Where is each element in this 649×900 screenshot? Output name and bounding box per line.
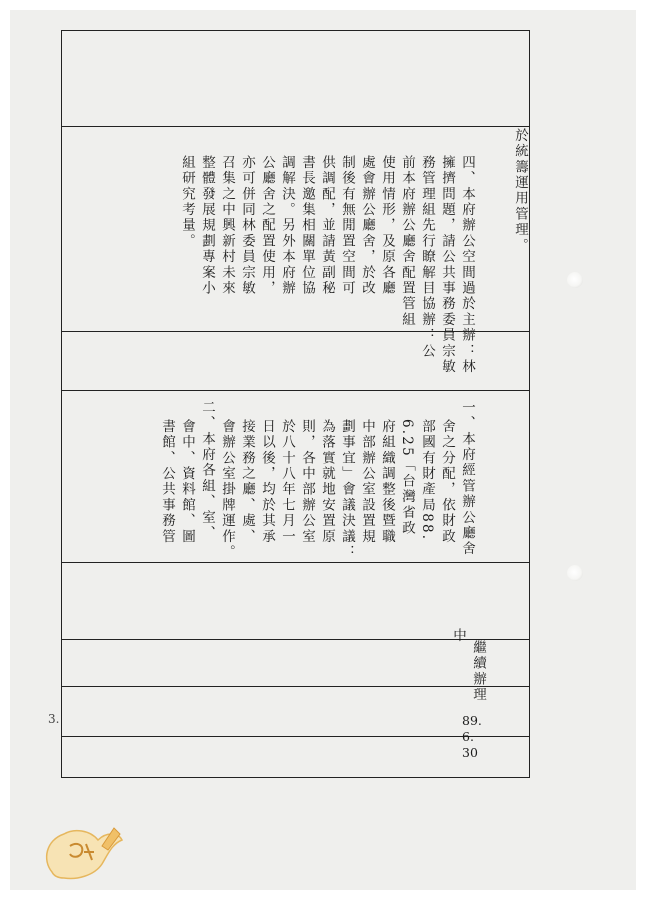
text-column: 舍之分配，依財政 — [439, 419, 455, 545]
text-column: 劃事宜」會議決議： — [339, 419, 355, 561]
text-column: 接業務之廳、處、 — [239, 419, 255, 545]
row-divider — [62, 686, 529, 687]
text-column: 日以後，均於其承 — [259, 419, 275, 545]
text-column: 會中、資料館、圖 — [179, 419, 195, 545]
date-day: 30 — [462, 745, 478, 760]
page-number: 3. — [48, 712, 60, 726]
text-column: 部國有財產局88. — [419, 419, 435, 542]
text-column: 亦可併同林委員宗敏 — [239, 155, 255, 297]
text-column: 書長邀集相關單位協 — [299, 155, 315, 297]
document-page — [10, 10, 636, 890]
date-month: 6. — [462, 729, 474, 744]
text-column: 則，各中部辦公室 — [299, 419, 315, 545]
text-column: 府組織調整後暨職 — [379, 419, 395, 545]
status-text: 繼續辦理 — [470, 640, 486, 703]
text-column: 於統籌運用管理。 — [512, 128, 528, 254]
text-column: 6.25「台灣省政 — [399, 419, 415, 537]
text-column: 使用情形，及原各廳 — [379, 155, 395, 297]
row-divider — [62, 126, 529, 127]
status-prefix: 中 — [450, 628, 466, 644]
text-column: 整體發展規劃專案小 — [199, 155, 215, 297]
text-column: 會辦公室掛牌運作。 — [219, 419, 235, 561]
status-date — [462, 713, 482, 761]
text-column: 書館、公共事務管 — [159, 419, 175, 545]
text-column: 中部辦公室設置規 — [359, 419, 375, 545]
archive-logo-icon — [32, 810, 132, 890]
text-column: 一、本府經管辦公廳舍 — [459, 400, 475, 557]
text-column: 前本府辦公廳舍配置管組 — [399, 155, 415, 328]
row-divider — [62, 736, 529, 737]
text-column: 公廳舍之配置使用， — [259, 155, 275, 297]
text-column: 於八十八年七月一 — [279, 419, 295, 545]
punch-hole — [567, 272, 583, 288]
text-column: 組研究考量。 — [179, 155, 195, 250]
text-column: 為落實就地安置原 — [319, 419, 335, 545]
text-column: 擁擠問題，請公共事務委員宗敏 — [439, 155, 455, 375]
text-column: 召集之中興新村未來 — [219, 155, 235, 297]
text-column: 供調配，並請黃副秘 — [319, 155, 335, 297]
row-divider — [62, 562, 529, 563]
date-year: 89. — [462, 713, 482, 728]
text-column: 務管理組先行瞭解目協辦：公 — [419, 155, 435, 360]
text-column: 調解決。另外本府辦 — [279, 155, 295, 297]
text-column: 制後有無閒置空間可 — [339, 155, 355, 297]
text-column: 處會辦公廳舍，於改 — [359, 155, 375, 297]
text-column: 四、本府辦公空間過於主辦：林 — [459, 155, 475, 375]
row-divider — [62, 390, 529, 391]
punch-hole — [567, 565, 583, 581]
text-column: 二、本府各組、室、 — [199, 400, 215, 542]
